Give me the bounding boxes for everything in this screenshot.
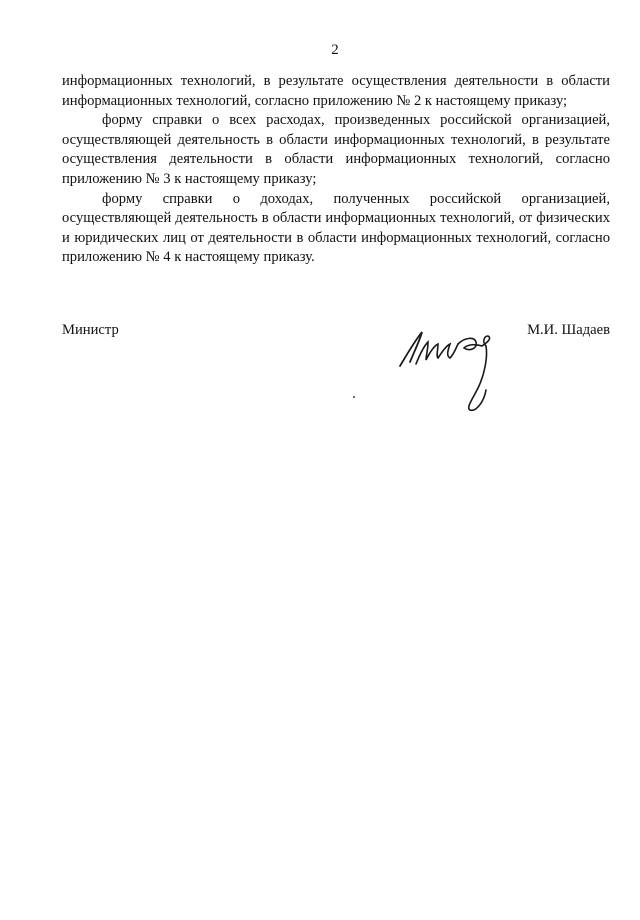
handwritten-signature xyxy=(392,318,512,413)
paragraph-expenses-form: форму справки о всех расходах, произведенных российской организацией, осуществляющей деятельность в области информационных технологий, в результате осуществления деятельности в области информационных технологий, согласно приложению № 3 к настоящему приказу; xyxy=(62,112,610,187)
scan-speck xyxy=(353,396,355,398)
paragraph-continuation: информационных технологий, в результате осуществления деятельности в области информационных технологий, согласно приложению № 2 к настоящему приказу; xyxy=(62,73,610,109)
body-text xyxy=(62,72,610,268)
signer-title: Министр xyxy=(62,322,119,338)
signer-name: М.И. Шадаев xyxy=(527,322,610,338)
page-number: 2 xyxy=(331,42,339,58)
paragraph-income-form: форму справки о доходах, полученных российской организацией, осуществляющей деятельность в области информационных технологий, от физических и юридических лиц от деятельности в области информационных технологий, согласно приложению № 4 к настоящему приказу. xyxy=(62,190,610,266)
